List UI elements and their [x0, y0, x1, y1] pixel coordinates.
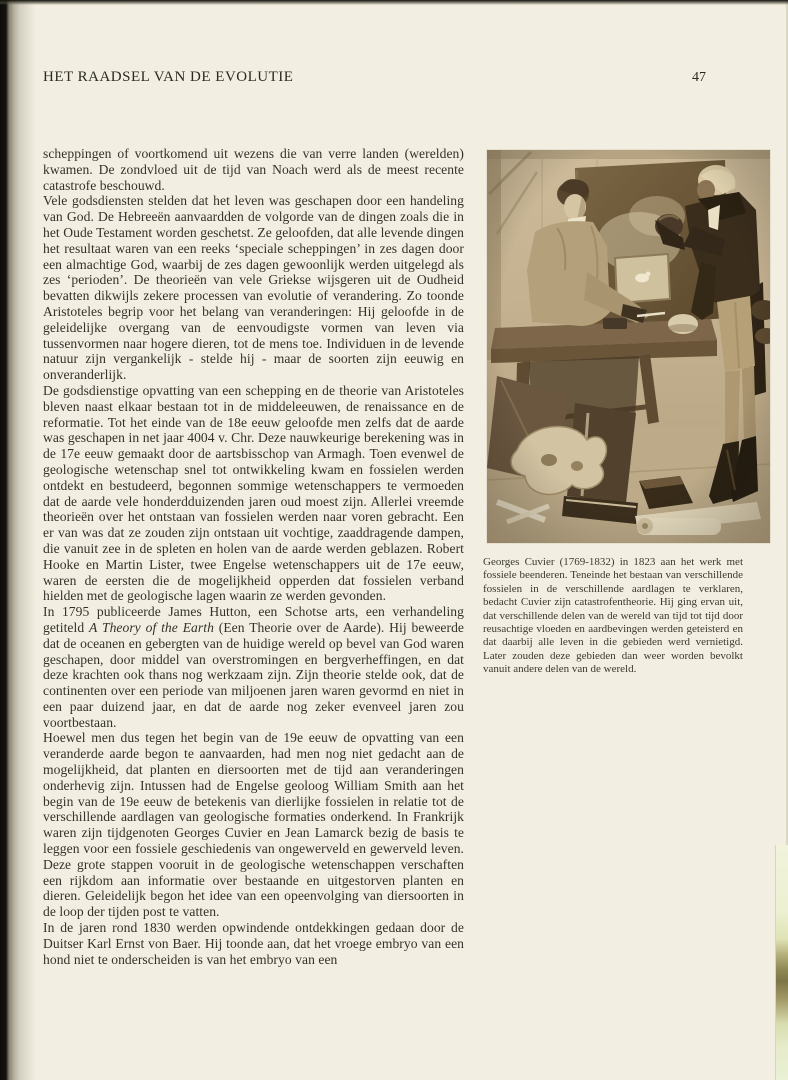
paragraph: In de jaren rond 1830 werden opwindende ontdekkingen gedaan door de Duitser Karl Ernst von Baer. Hij toonde aan, dat het vroege embryo van een hond niet te onderscheiden is van het embryo van een: [43, 920, 464, 967]
paragraph: Vele godsdiensten stelden dat het leven was geschapen door een handeling van God. De Hebreeën aanvaardden de volgorde van de dingen zoals die in het Oude Testament worden geschetst. Ze geloofden, dat alle levende dingen het resultaat waren van een reeks ‘speciale scheppingen’ in zes dagen door een almachtige God, waarbij de zes dagen gewoonlijk werden uitgelegd als zes ‘perioden’. De theorieën van vele Griekse wijsgeren uit de Oudheid bevatten dikwijls zekere processen van evolutie of verandering. Zo toonde Aristoteles begrip voor het belang van veranderingen: Hij geloofde in de geleidelijke overgang van de eenvoudigste vormen van leven via tussenvormen naar hogere dieren, tot de mens toe. Individuen in de levende natuur zijn vergankelijk - stelde hij - maar de soorten zijn eeuwig en onveranderlijk.: [43, 193, 464, 383]
paragraph: In 1795 publiceerde James Hutton, een Schotse arts, een verhandeling getiteld A Theory of the Earth (Een Theorie over de Aarde). Hij beweerde dat de oceanen en gebergten van de huidige wereld op bevel van God waren geschapen, door middel van overstromingen en bergverheffingen, en dat deze krachten ook thans nog werkzaam zijn. Zijn theorie stelde ook, dat de continenten over een periode van miljoenen jaren waren gevormd en niet in een paar duizend jaar, en dat de aarde nog zeker evenveel jaren zou voortbestaan.: [43, 604, 465, 730]
article-text: [43, 146, 464, 967]
paragraph: scheppingen of voortkomend uit wezens die van verre landen (werelden) kwamen. De zondvloed uit de tijd van Noach werd als de meest recente catastrofe beschouwd.: [43, 146, 464, 193]
cuvier-photo: [487, 150, 770, 543]
paragraph: Hoewel men dus tegen het begin van de 19e eeuw de opvatting van een veranderde aarde begon te aanvaarden, had men nog niet gedacht aan de mogelijkheid, dat planten en diersoorten met de tijd aan veranderingen onderhevig zijn. Intussen had de Engelse geoloog William Smith aan het begin van de 19e eeuw de betekenis van dierlijke fossielen in relatie tot de verschillende aardlagen van geologische formaties onderkend. In Frankrijk waren zijn tijdgenoten Georges Cuvier en Jean Lamarck bezig de basis te leggen voor een fossiele geschiedenis van ongewerveld en gewerveld leven. Deze grote stappen vooruit in de geologische wetenschappen verschaften een rijkdom aan informatie over bestaande en uitgestorven planten en dieren. Geleidelijk begon het idee van een opeenvolging van diersoorten in de loop der tijden post te vatten.: [43, 730, 464, 920]
page-number: 47: [692, 70, 706, 85]
scan-top-edge: [0, 0, 788, 5]
paragraph: De godsdienstige opvatting van een schepping en de theorie van Aristoteles bleven naast elkaar bestaan tot in de middeleeuwen, de renaissance en de reformatie. Tot het einde van de 18e eeuw geloofde men zelfs dat de aarde was geschapen in net jaar 4004 v. Chr. Deze nauwkeurige berekening was in de 17e eeuw gemaakt door de aartsbisschop van Armagh. Toen evenwel de geologische wetenschap snel tot ontwikkeling kwam en fossielen werden ontdekt en bestudeerd, begonnen sommige wetenschappers te vermoeden dat de aarde vele honderdduizenden jaren oud moest zijn. Allerlei vreemde theorieën over het ontstaan van fossielen werden naar voren gebracht. Een er van was dat ze zouden zijn ontstaan uit vochtige, zaaddragende dampen, die vanuit zee in de spleten en holen van de aarde werden geblazen. Robert Hooke en Martin Lister, twee Engelse wetenschappers uit de 17e eeuw, waren de eersten die de mogelijkheid opperden dat fossielen verband hielden met de geologische lagen waarin ze werden gevonden.: [43, 382, 464, 604]
running-header: HET RAADSEL VAN DE EVOLUTIE: [43, 69, 294, 85]
figure-caption: Georges Cuvier (1769-1832) in 1823 aan het werk met fossiele beenderen. Teneinde het bestaan van verschillende fossielen in de verschillende aardlagen te verklaren, bedacht Cuvier zijn catastrofentheorie. Hij ging ervan uit, dat verschillende delen van de wereld van tijd tot tijd door reusachtige vloeden en aardbevingen werden geteisterd en dat daarbij alle leven in die gebieden werd vernietigd. Later zouden deze gebieden dan weer worden bevolkt vanuit andere delen van de wereld.: [483, 556, 743, 676]
book-gutter-shadow: [0, 0, 36, 1080]
cuvier-photo-illustration: [487, 150, 770, 543]
adjacent-page-image-sliver: [775, 845, 788, 1080]
